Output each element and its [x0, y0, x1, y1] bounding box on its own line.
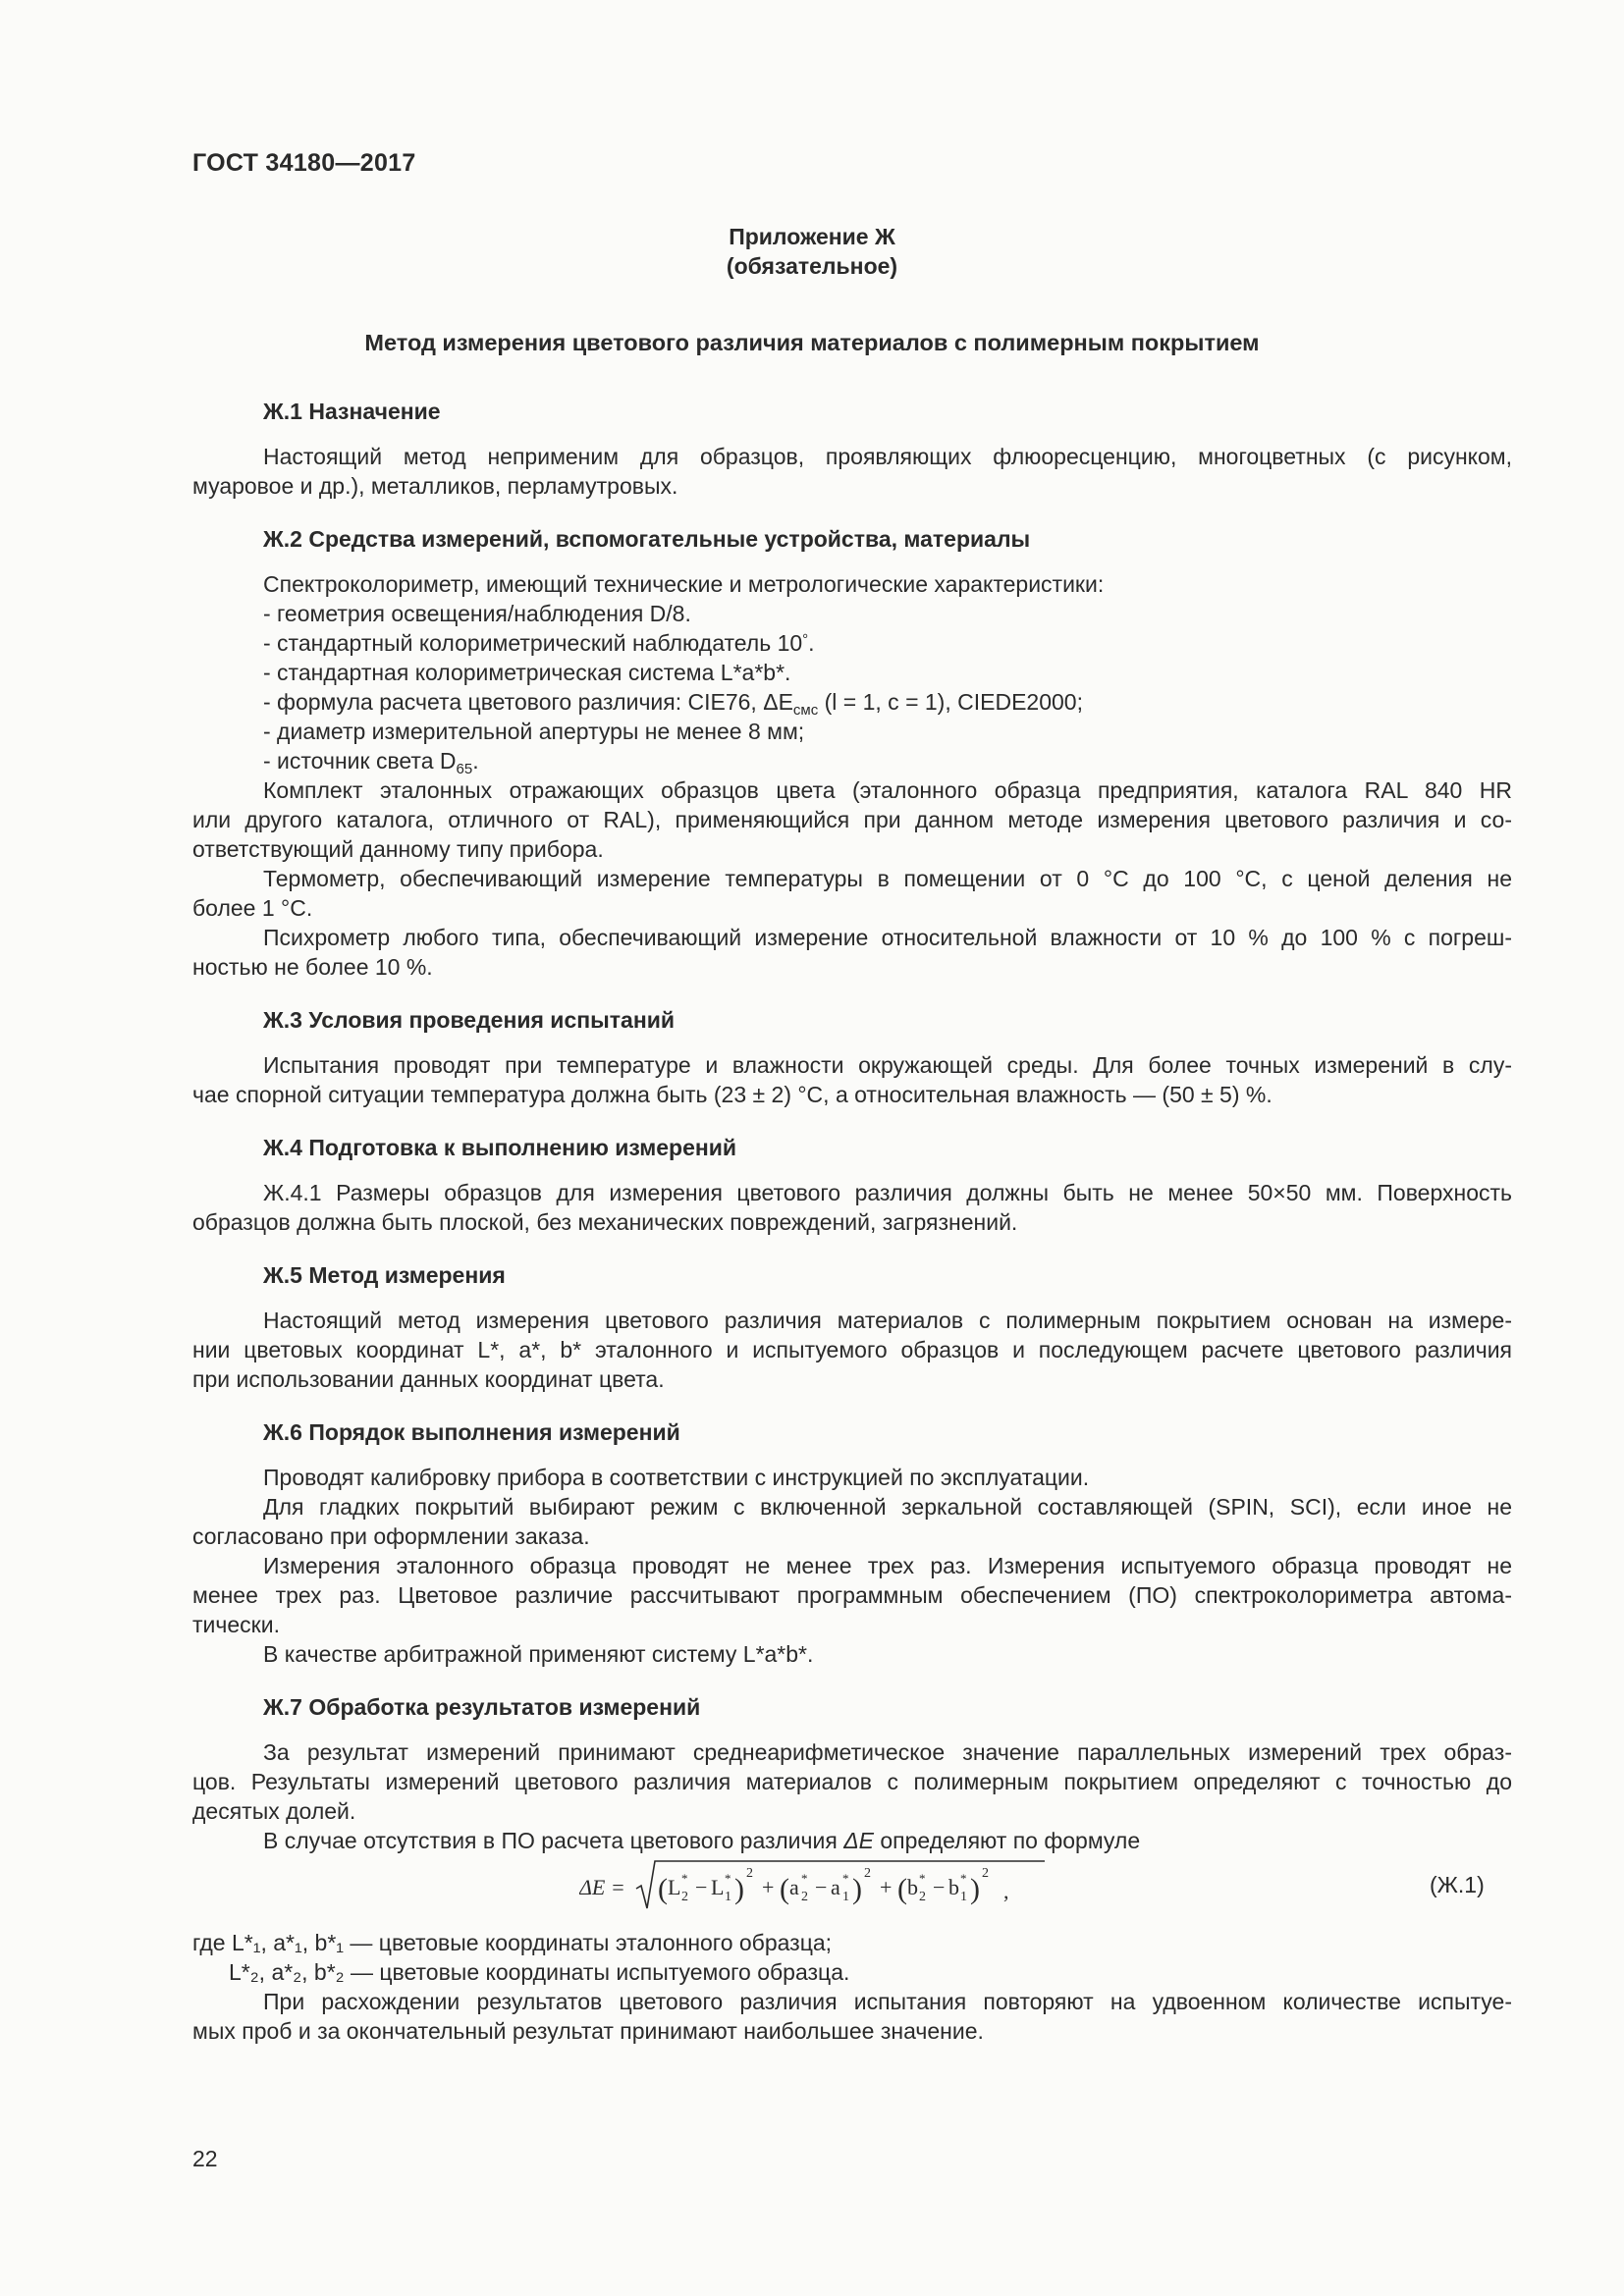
- paragraph-line: Измерения эталонного образца проводят не менее трех раз. Измерения испытуемого образца проводят не: [263, 1553, 1512, 1578]
- paragraph-line: Ж.4.1 Размеры образцов для измерения цветового различия должны быть не менее 50×50 мм. Поверхность: [263, 1180, 1512, 1205]
- formula-star: *: [919, 1871, 926, 1886]
- list-item: - геометрия освещения/наблюдения D/8.: [263, 601, 691, 626]
- formula-number: (Ж.1): [1430, 1872, 1485, 1897]
- formula-paren: (: [780, 1873, 789, 1905]
- legend-line: L*₂, a*₂, b*₂ — цветовые координаты испытуемого образца.: [229, 1959, 850, 1985]
- formula-index: 2: [681, 1890, 688, 1904]
- formula-var: b: [948, 1875, 959, 1899]
- list-item: - формула расчета цветового различия: CIE76, $\Delta E_{cмc}$ (l = 1, c = 1), CIEDE2000;: [263, 689, 1083, 719]
- document-title: Метод измерения цветового различия материалов с полимерным покрытием: [364, 330, 1260, 355]
- appendix-status: (обязательное): [726, 253, 898, 279]
- formula-star: *: [801, 1871, 808, 1886]
- section-heading-zh6: Ж.6 Порядок выполнения измерений: [263, 1419, 680, 1445]
- formula-power: 2: [746, 1866, 753, 1881]
- formula-op: −: [933, 1875, 946, 1899]
- paragraph-line: Психрометр любого типа, обеспечивающий измерение относительной влажности от 10 % до 100 % с погреш-: [263, 925, 1512, 950]
- formula-paren: ): [734, 1873, 744, 1905]
- paragraph-line: В качестве арбитражной применяют систему L*a*b*.: [263, 1641, 814, 1667]
- paragraph-line: Комплект эталонных отражающих образцов цвета (эталонного образца предприятия, каталога RAL 840 HR: [263, 777, 1512, 803]
- paragraph-line: Спектроколориметр, имеющий технические и метрологические характеристики:: [263, 571, 1105, 597]
- paragraph-line: Проводят калибровку прибора в соответствии с инструкцией по эксплуатации.: [263, 1465, 1090, 1490]
- paragraph-line: В случае отсутствия в ПО расчета цветового различия ΔE определяют по формуле: [263, 1828, 1141, 1853]
- paragraph-line: При расхождении результатов цветового различия испытания повторяют на удвоенном количестве испытуе-: [263, 1989, 1512, 2014]
- formula-paren: (: [658, 1873, 668, 1905]
- formula-paren: (: [897, 1873, 907, 1905]
- formula-index: 1: [960, 1890, 967, 1904]
- section-heading-zh4: Ж.4 Подготовка к выполнению измерений: [263, 1135, 737, 1160]
- list-item: - источник света $D_{65}$.: [263, 748, 479, 777]
- paragraph-line: тически.: [192, 1612, 280, 1637]
- paragraph-line: муаровое и др.), металликов, перламутровых.: [192, 473, 678, 499]
- legend-line: где L*₁, a*₁, b*₁ — цветовые координаты эталонного образца;: [192, 1930, 833, 1955]
- formula-paren: ): [970, 1873, 980, 1905]
- paragraph-line: согласовано при оформлении заказа.: [192, 1523, 590, 1549]
- formula-star: *: [842, 1871, 849, 1886]
- formula-index: 2: [801, 1890, 808, 1904]
- paragraph-line: Настоящий метод неприменим для образцов, проявляющих флюоресценцию, многоцветных (с рисунком,: [263, 444, 1512, 469]
- formula-op: −: [815, 1875, 828, 1899]
- formula-lhs: ΔE =: [579, 1875, 625, 1899]
- paragraph-line: ответствующий данному типу прибора.: [192, 836, 604, 862]
- list-item: - стандартная колориметрическая система L*a*b*.: [263, 660, 791, 685]
- formula-op: +: [880, 1875, 893, 1899]
- formula-paren: ): [852, 1873, 862, 1905]
- paragraph-line: цов. Результаты измерений цветового различия материалов с полимерным покрытием определяют с точностью до: [192, 1769, 1512, 1794]
- paragraph-line: десятых долей.: [192, 1798, 356, 1824]
- formula-var: b: [907, 1875, 918, 1899]
- formula-op: +: [762, 1875, 775, 1899]
- formula-power: 2: [864, 1866, 871, 1881]
- section-heading-zh5: Ж.5 Метод измерения: [263, 1262, 506, 1288]
- paragraph-line: более 1 °С.: [192, 895, 313, 921]
- formula-op: −: [695, 1875, 708, 1899]
- section-heading-zh3: Ж.3 Условия проведения испытаний: [263, 1007, 675, 1033]
- formula-var: a: [789, 1875, 799, 1899]
- appendix-label: Приложение Ж: [729, 224, 895, 249]
- standard-designation: ГОСТ 34180—2017: [192, 149, 416, 177]
- section-heading-zh2: Ж.2 Средства измерений, вспомогательные устройства, материалы: [263, 526, 1031, 552]
- formula-star: *: [960, 1871, 967, 1886]
- list-item: - диаметр измерительной апертуры не менее 8 мм;: [263, 719, 805, 744]
- list-item: - стандартный колориметрический наблюдатель 10°.: [263, 630, 815, 656]
- formula-index: 1: [725, 1890, 731, 1904]
- formula-index: 1: [842, 1890, 849, 1904]
- paragraph-line: нии цветовых координат L*, a*, b* эталонного и испытуемого образцов и последующем расчете цветового различия: [192, 1337, 1512, 1362]
- formula-star: *: [725, 1871, 731, 1886]
- formula-comma: ,: [1003, 1879, 1009, 1903]
- paragraph-line: или другого каталога, отличного от RAL), применяющийся при данном методе измерения цветового различия и со-: [192, 807, 1512, 832]
- paragraph-line: Испытания проводят при температуре и влажности окружающей среды. Для более точных измерений в слу-: [263, 1052, 1512, 1078]
- paragraph-line: ностью не более 10 %.: [192, 954, 433, 980]
- paragraph-line: при использовании данных координат цвета.: [192, 1366, 665, 1392]
- section-heading-zh1: Ж.1 Назначение: [263, 399, 441, 424]
- formula-var: L: [711, 1875, 725, 1899]
- formula-star: *: [681, 1871, 688, 1886]
- formula-power: 2: [982, 1866, 989, 1881]
- paragraph-line: Термометр, обеспечивающий измерение температуры в помещении от 0 °С до 100 °С, с ценой деления не: [263, 866, 1512, 891]
- paragraph-line: образцов должна быть плоской, без механических повреждений, загрязнений.: [192, 1209, 1018, 1235]
- page-number: 22: [192, 2146, 218, 2171]
- paragraph-line: Настоящий метод измерения цветового различия материалов с полимерным покрытием основан на измере-: [263, 1308, 1512, 1333]
- delta-e-formula: [579, 1853, 1070, 1922]
- paragraph-line: Для гладких покрытий выбирают режим с включенной зеркальной составляющей (SPIN, SCI), если иное не: [263, 1494, 1512, 1520]
- paragraph-line: чае спорной ситуации температура должна быть (23 ± 2) °С, а относительная влажность — (50 ± 5) %.: [192, 1082, 1272, 1107]
- formula-var: a: [831, 1875, 840, 1899]
- section-heading-zh7: Ж.7 Обработка результатов измерений: [263, 1694, 701, 1720]
- paragraph-line: мых проб и за окончательный результат принимают наибольшее значение.: [192, 2018, 984, 2044]
- paragraph-line: менее трех раз. Цветовое различие рассчитывают программным обеспечением (ПО) спектроколориметра автома-: [192, 1582, 1512, 1608]
- paragraph-line: За результат измерений принимают среднеарифметическое значение параллельных измерений трех образ-: [263, 1739, 1512, 1765]
- formula-var: L: [668, 1875, 681, 1899]
- formula-index: 2: [919, 1890, 926, 1904]
